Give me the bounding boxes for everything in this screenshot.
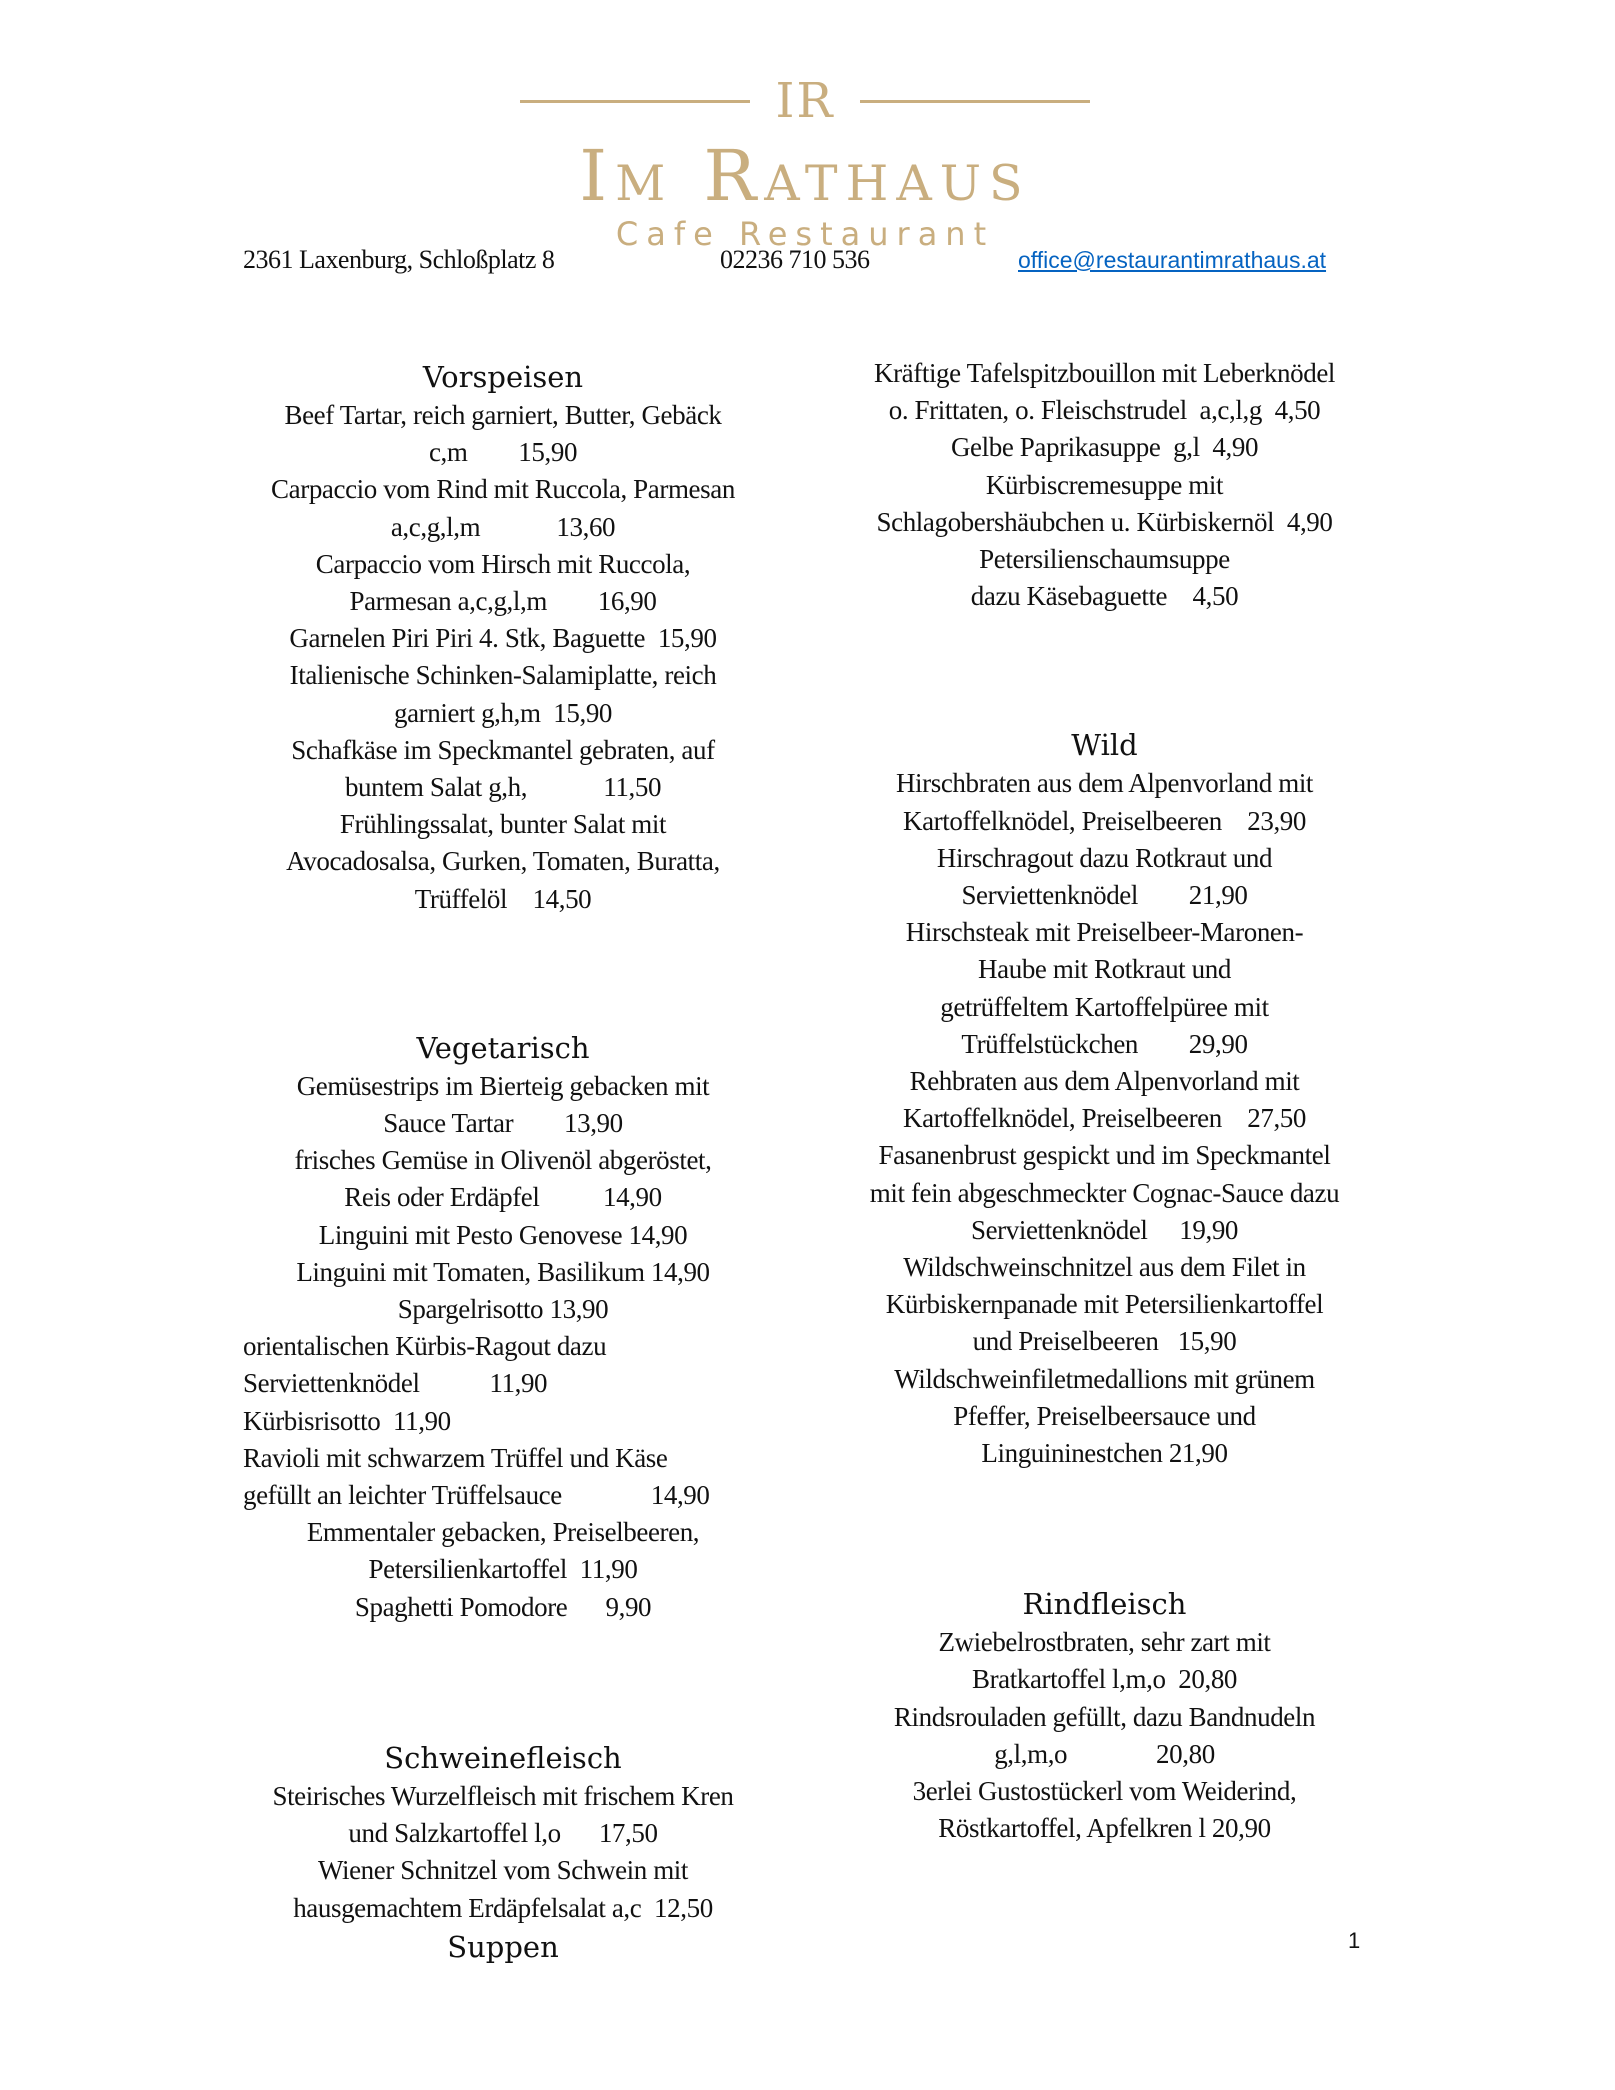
- menu-line: Petersilienkartoffel 11,90: [368, 1554, 638, 1585]
- section-vorspeisen: [243, 397, 763, 918]
- menu-line: Avocadosalsa, Gurken, Tomaten, Buratta,: [286, 846, 720, 877]
- menu-line: 3erlei Gustostückerl vom Weiderind,: [912, 1776, 1297, 1807]
- menu-line: gefüllt an leichter Trüffelsauce 14,90: [243, 1480, 710, 1511]
- menu-line: Trüffelstückchen 29,90: [961, 1028, 1248, 1059]
- menu-line: Schlagobershäubchen u. Kürbiskernöl 4,90: [876, 506, 1333, 537]
- menu-line: hausgemachtem Erdäpfelsalat a,c 12,50: [293, 1892, 713, 1923]
- menu-line: o. Frittaten, o. Fleischstrudel a,c,l,g 4,50: [888, 395, 1321, 426]
- menu-line: Steirisches Wurzelfleisch mit frischem Kren: [272, 1780, 734, 1811]
- menu-line: Emmentaler gebacken, Preiselbeeren,: [306, 1517, 700, 1548]
- section-title-rindfleisch: Rindfleisch: [1022, 1587, 1187, 1622]
- menu-line: Bratkartoffel l,m,o 20,80: [971, 1664, 1238, 1695]
- menu-line: Serviettenknödel 21,90: [961, 880, 1248, 911]
- menu-line: Fasanenbrust gespickt und im Speckmantel: [878, 1140, 1331, 1171]
- menu-line: Kürbiscremesuppe mit: [985, 469, 1224, 500]
- menu-line: und Salzkartoffel l,o 17,50: [348, 1818, 658, 1849]
- menu-line: Frühlingssalat, bunter Salat mit: [339, 809, 667, 840]
- menu-line: Sauce Tartar 13,90: [383, 1108, 623, 1139]
- menu-column-left: [243, 357, 763, 1967]
- menu-line: Hirschsteak mit Preiselbeer-Maronen-: [905, 917, 1304, 948]
- section-rindfleisch: [842, 1624, 1367, 1847]
- menu-line: c,m 15,90: [428, 437, 578, 468]
- menu-line: Carpaccio vom Hirsch mit Ruccola,: [315, 548, 691, 579]
- menu-line: Serviettenknödel 11,90: [243, 1368, 548, 1399]
- menu-line: Wiener Schnitzel vom Schwein mit: [317, 1855, 689, 1886]
- section-vegetarisch-left: [243, 1328, 763, 1514]
- logo-monogram-row: [520, 70, 1090, 132]
- menu-line: Serviettenknödel 19,90: [970, 1214, 1239, 1245]
- menu-line: frisches Gemüse in Olivenöl abgeröstet,: [294, 1145, 712, 1176]
- menu-line: Linguini mit Tomaten, Basilikum 14,90: [296, 1256, 710, 1287]
- menu-line: mit fein abgeschmeckter Cognac-Sauce dazu: [869, 1177, 1340, 1208]
- section-vegetarisch-b: [243, 1514, 763, 1626]
- menu-line: Kräftige Tafelspitzbouillon mit Leberknödel: [873, 358, 1336, 388]
- menu-line: Spargelrisotto 13,90: [397, 1294, 609, 1325]
- menu-line: Pfeffer, Preiselbeersauce und: [953, 1400, 1256, 1431]
- menu-line: Ravioli mit schwarzem Trüffel und Käse: [243, 1442, 668, 1473]
- section-title-schweinefleisch: Schweinefleisch: [384, 1740, 622, 1775]
- menu-line: Röstkartoffel, Apfelkren l 20,90: [938, 1813, 1271, 1844]
- menu-line: buntem Salat g,h, 11,50: [344, 772, 662, 803]
- menu-line: Italienische Schinken-Salamiplatte, reich: [289, 660, 717, 691]
- restaurant-name: Im Rathaus: [579, 135, 1031, 217]
- section-wild: [842, 765, 1367, 1472]
- menu-line: Rehbraten aus dem Alpenvorland mit: [909, 1066, 1300, 1097]
- menu-line: g,l,m,o 20,80: [994, 1738, 1215, 1769]
- section-title-vorspeisen: Vorspeisen: [422, 360, 584, 394]
- menu-line: Parmesan a,c,g,l,m 16,90: [349, 586, 657, 617]
- menu-line: Schafkäse im Speckmantel gebraten, auf: [291, 734, 715, 765]
- menu-line: garniert g,h,m 15,90: [393, 697, 613, 728]
- menu-line: Kartoffelknödel, Preiselbeeren 23,90: [902, 805, 1307, 836]
- menu-line: Hirschbraten aus dem Alpenvorland mit: [895, 768, 1314, 799]
- menu-line: Linguininestchen 21,90: [981, 1438, 1228, 1469]
- menu-column-right: [842, 355, 1367, 1848]
- menu-line: Wildschweinschnitzel aus dem Filet in: [903, 1252, 1306, 1283]
- logo-rule-right: [860, 100, 1090, 103]
- menu-line: Reis oder Erdäpfel 14,90: [344, 1182, 662, 1213]
- restaurant-logo: [520, 70, 1090, 252]
- menu-line: getrüffeltem Kartoffelpüree mit: [940, 991, 1269, 1022]
- menu-line: Wildschweinfiletmedallions mit grünem: [894, 1363, 1315, 1394]
- logo-monogram: IR: [775, 73, 835, 129]
- menu-line: Garnelen Piri Piri 4. Stk, Baguette 15,90: [289, 623, 717, 654]
- email-link[interactable]: office@restaurantimrathaus.at: [1018, 247, 1327, 273]
- menu-line: Petersilienschaumsuppe: [979, 544, 1230, 575]
- page-number: 1: [1348, 1928, 1361, 1953]
- address: 2361 Laxenburg, Schloßplatz 8: [243, 245, 555, 274]
- menu-line: orientalischen Kürbis-Ragout dazu: [243, 1331, 607, 1362]
- menu-line: Carpaccio vom Rind mit Ruccola, Parmesan: [271, 474, 735, 505]
- menu-line: Gelbe Paprikasuppe g,l 4,90: [950, 432, 1259, 463]
- restaurant-subtitle: Cafe Restaurant: [615, 215, 995, 253]
- section-schweinefleisch: [243, 1778, 763, 1927]
- menu-line: Linguini mit Pesto Genovese 14,90: [318, 1219, 688, 1250]
- menu-line: Zwiebelrostbraten, sehr zart mit: [938, 1627, 1271, 1658]
- menu-line: Rindsrouladen gefüllt, dazu Bandnudeln: [893, 1701, 1316, 1732]
- menu-line: dazu Käsebaguette 4,50: [970, 581, 1239, 612]
- menu-line: a,c,g,l,m 13,60: [390, 511, 616, 542]
- menu-line: Kartoffelknödel, Preiselbeeren 27,50: [902, 1103, 1307, 1134]
- menu-line: Haube mit Rotkraut und: [978, 954, 1231, 985]
- section-title-wild: Wild: [1071, 728, 1138, 763]
- menu-line: und Preiselbeeren 15,90: [972, 1326, 1237, 1357]
- section-title-suppen: Suppen: [447, 1929, 559, 1964]
- section-suppen: [842, 355, 1367, 615]
- menu-line: Spaghetti Pomodore 9,90: [354, 1591, 652, 1622]
- menu-line: Gemüsestrips im Bierteig gebacken mit: [296, 1070, 710, 1101]
- section-vegetarisch-a: [243, 1068, 763, 1328]
- menu-line: Hirschragout dazu Rotkraut und: [936, 842, 1273, 873]
- menu-line: Kürbisrisotto 11,90: [243, 1405, 451, 1436]
- section-title-vegetarisch: Vegetarisch: [416, 1030, 590, 1065]
- menu-line: Trüffelöl 14,50: [414, 883, 592, 914]
- phone-number: 02236 710 536: [720, 245, 870, 274]
- menu-line: Beef Tartar, reich garniert, Butter, Gebäck: [284, 400, 722, 430]
- menu-line: Kürbiskernpanade mit Petersilienkartoffel: [885, 1289, 1324, 1320]
